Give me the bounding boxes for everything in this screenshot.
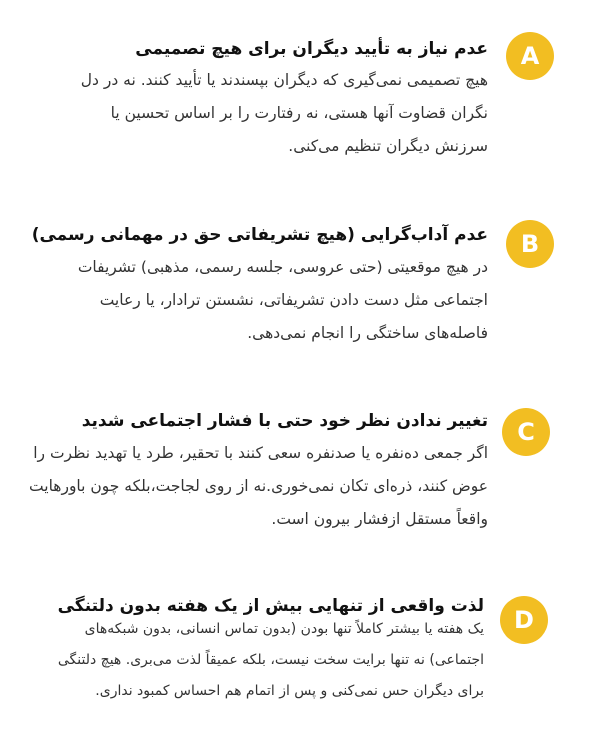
item-text-b: در هیچ موقعیتی (حتی عروسی، جلسه رسمی، مذهبی) تشریفات اجتماعی مثل دست دادن تشریفاتی، نشستن ترادار، یا رعایت فاصله‌های ساختگی را انجام نمی‌دهی. [77, 258, 488, 342]
item-title-b: عدم آداب‌گرایی (هیچ تشریفاتی حق در مهمانی رسمی) [31, 225, 488, 245]
letter-badge-a: A [506, 32, 554, 80]
item-title-d: لذت واقعی از تنهایی بیش از یک هفته بدون دلتنگی [57, 596, 484, 616]
item-text-d: یک هفته یا بیشتر کاملاً تنها بودن (بدون تماس انسانی، بدون شبکه‌های اجتماعی) نه تنها برایت سخت نیست، بلکه عمیقاً لذت می‌بری. هیچ دلتنگی برای دیگران حس نمی‌کنی و پس از اتمام هم احساس کمبود نداری. [57, 621, 484, 699]
item-text-a: هیچ تصمیمی نمی‌گیری که دیگران بپسندند یا تأیید کنند. نه در دل نگران قضاوت آنها هستی، نه رفتارت را بر اساس تحسین یا سرزنش دیگران تنظیم می‌کنی. [80, 71, 488, 155]
item-title-c: تغییر ندادن نظر خود حتی با فشار اجتماعی شدید [81, 411, 488, 431]
item-text-c: اگر جمعی ده‌نفره یا صدنفره سعی کنند با تحقیر، طرد یا تهدید نظرت را عوض کنند، ذره‌ای تکان نمی‌خوری.نه از روی لجاجت،بلکه چون باورهایت واقعاً مستقل ازفشار بیرون است. [29, 444, 488, 528]
letter-badge-d: D [500, 596, 548, 644]
letter-badge-c: C [502, 408, 550, 456]
item-title-a: عدم نیاز به تأیید دیگران برای هیچ تصمیمی [135, 39, 488, 59]
letter-badge-b: B [506, 220, 554, 268]
